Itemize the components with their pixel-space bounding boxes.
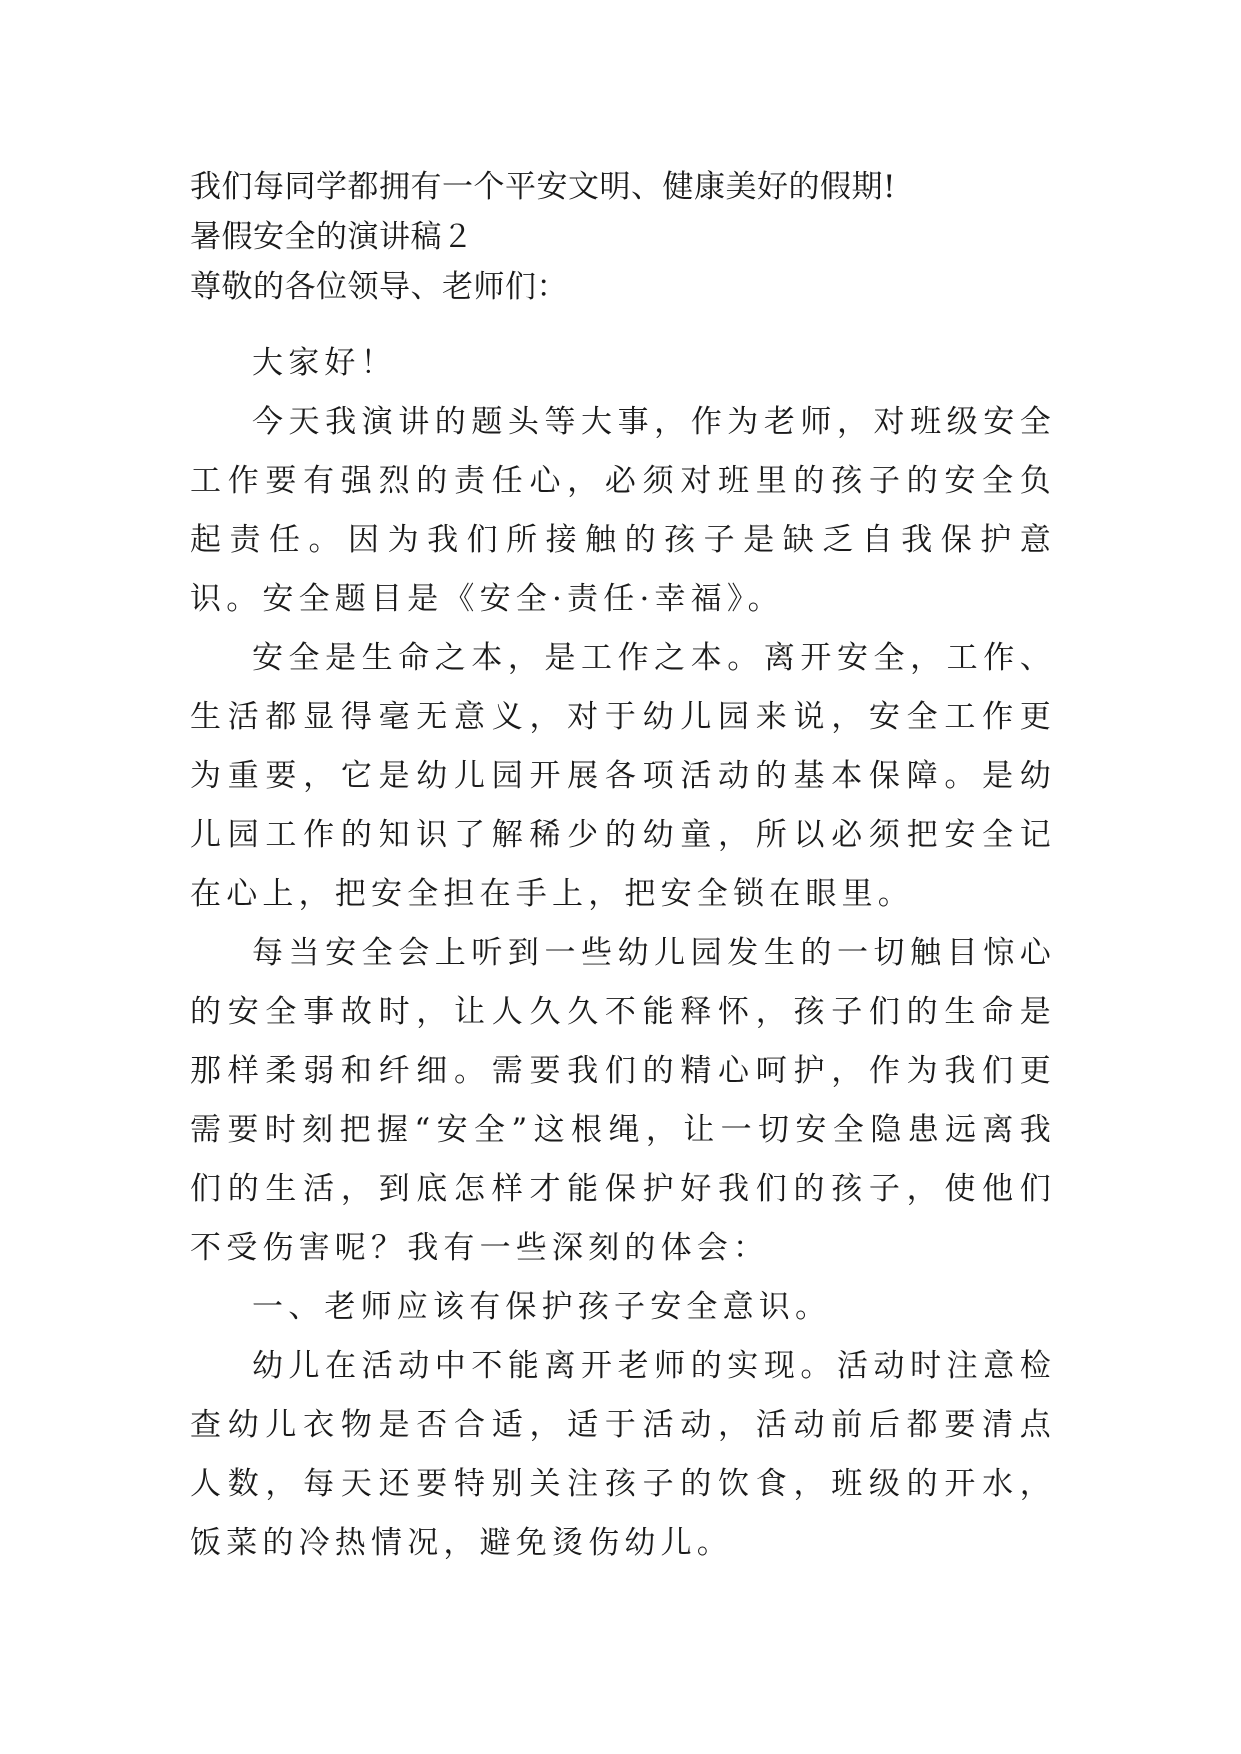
greeting: 大家好！: [252, 345, 397, 381]
paragraph-4: 幼儿在活动中不能离开老师的实现。活动时注意检查幼儿衣物是否合适，适于活动，活动前后都要清点人数，每天还要特别关注孩子的饮食，班级的开水，饭菜的冷热情况，避免烫伤幼儿。: [190, 1348, 1056, 1561]
speech-title: 暑假安全的演讲稿２: [190, 219, 474, 255]
paragraph-2: 安全是生命之本，是工作之本。离开安全，工作、生活都显得毫无意义，对于幼儿园来说，安全工作更为重要，它是幼儿园开展各项活动的基本保障。是幼儿园工作的知识了解稀少的幼童，所以必须把安全记在心上，把安全担在手上，把安全锁在眼里。: [190, 640, 1056, 912]
salutation: 尊敬的各位领导、老师们：: [190, 269, 568, 305]
paragraph-3: 每当安全会上听到一些幼儿园发生的一切触目惊心的安全事故时，让人久久不能释怀，孩子们的生命是那样柔弱和纤细。需要我们的精心呵护，作为我们更需要时刻把握“安全”这根绳，让一切安全隐患远离我们的生活，到底怎样才能保护好我们的孩子，使他们不受伤害呢？我有一些深刻的体会：: [190, 935, 1056, 1266]
header-lines: [190, 162, 1060, 312]
closing-line: 我们每同学都拥有一个平安文明、健康美好的假期!: [190, 169, 896, 205]
paragraph-heading-1: 一、老师应该有保护孩子安全意识。: [252, 1289, 832, 1325]
paragraph-1: 今天我演讲的题头等大事，作为老师，对班级安全工作要有强烈的责任心，必须对班里的孩子的安全负起责任。因为我们所接触的孩子是缺乏自我保护意识。安全题目是《安全·责任·幸福》。: [190, 404, 1056, 617]
speech-body: [190, 334, 1056, 1573]
